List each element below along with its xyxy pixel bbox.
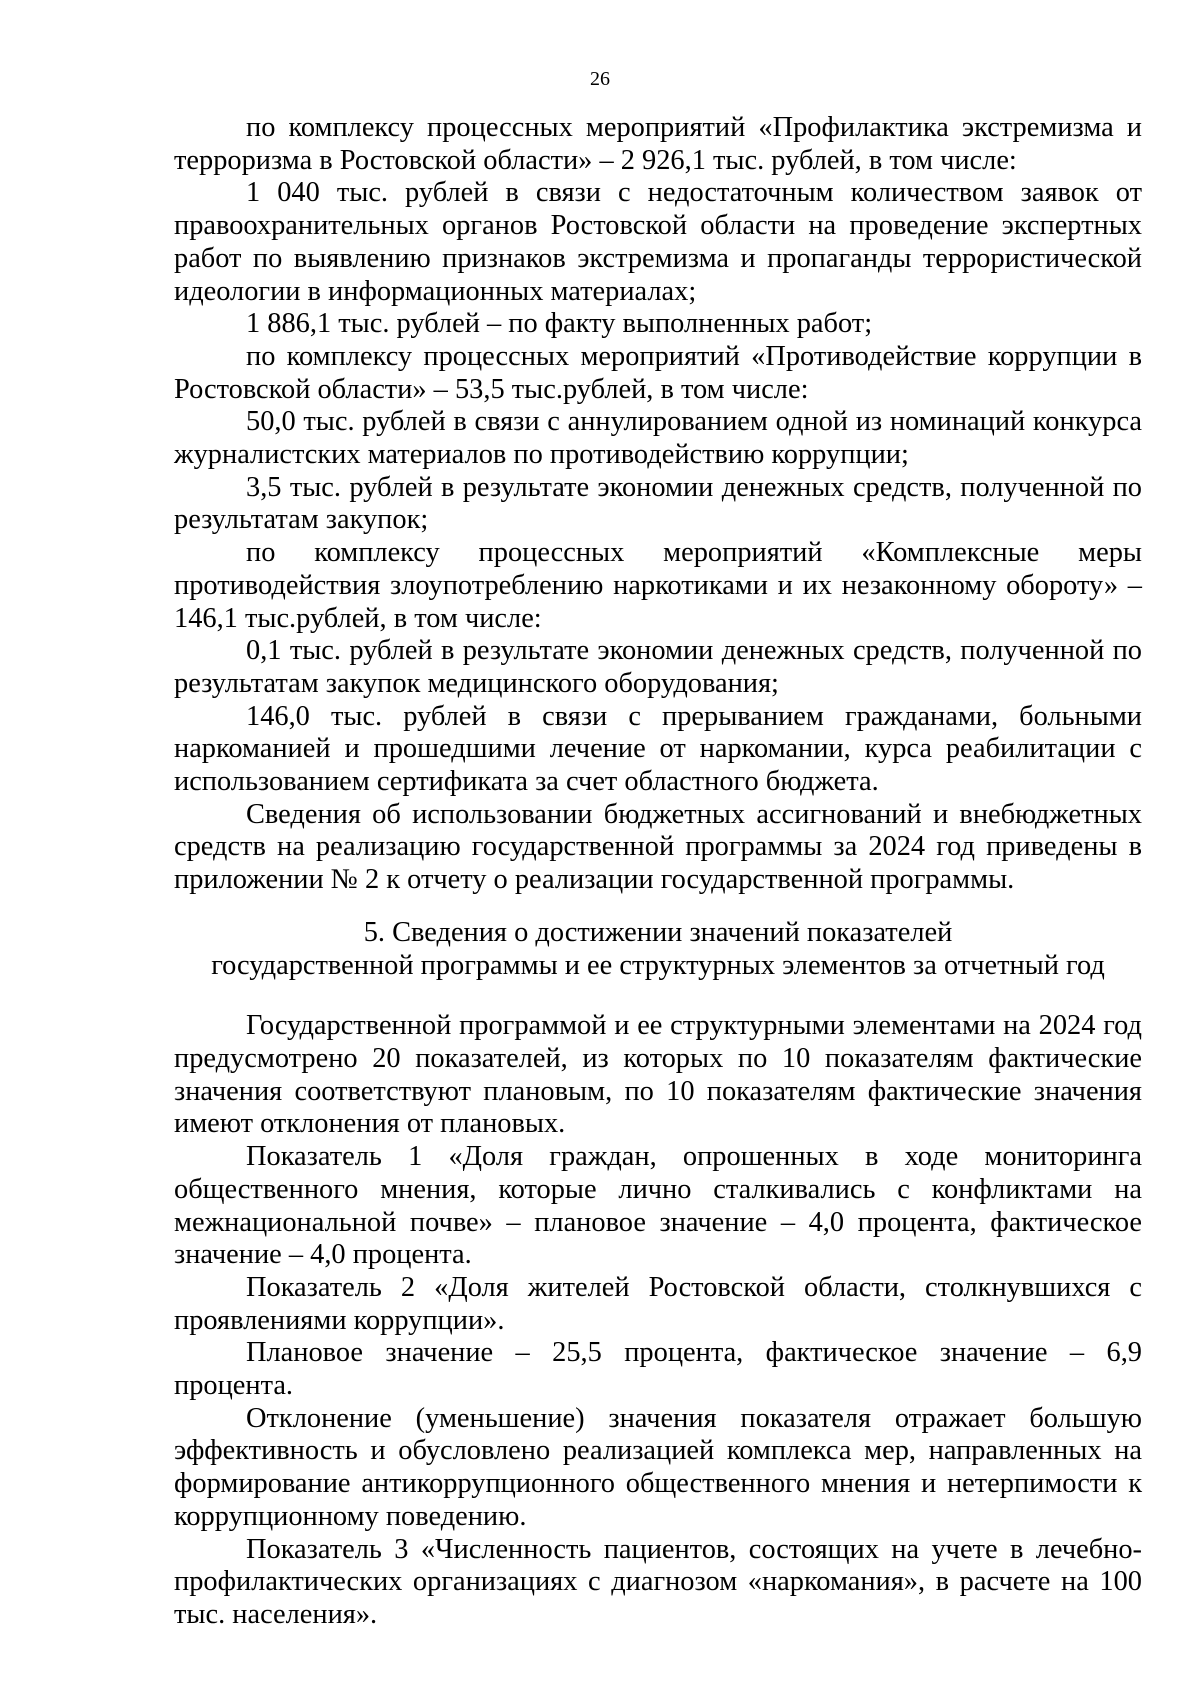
page-number: 26 [590, 68, 610, 90]
section-heading [174, 917, 1142, 982]
paragraph: 0,1 тыс. рублей в результате экономии денежных средств, полученной по результатам закупок медицинского оборудования; [174, 635, 1142, 699]
paragraph: 50,0 тыс. рублей в связи с аннулированием одной из номинаций конкурса журналистских материалов по противодействию коррупции; [174, 406, 1142, 471]
paragraph: Показатель 2 «Доля жителей Ростовской области, столкнувшихся с проявлениями коррупции». [174, 1271, 1142, 1336]
paragraph: Отклонение (уменьшение) значения показателя отражает большую эффективность и обусловлено реализацией комплекса мер, направленных на формирование антикоррупционного общественного мнения и нетерпимости к коррупционному поведению. [174, 1402, 1142, 1532]
paragraph: Показатель 1 «Доля граждан, опрошенных в ходе мониторинга общественного мнения, которые лично сталкивались с конфликтами на межнациональной почве» – плановое значение – 4,0 процента, фактическое значение – 4,0 процента. [174, 1141, 1142, 1271]
paragraph: Показатель 3 «Численность пациентов, состоящих на учете в лечебно-профилактических организациях с диагнозом «наркомания», в расчете на 100 тыс. населения». [174, 1533, 1142, 1630]
paragraph: 1 886,1 тыс. рублей – по факту выполненных работ; [246, 308, 873, 340]
paragraph: 1 040 тыс. рублей в связи с недостаточным количеством заявок от правоохранительных органов Ростовской области на проведение экспертных работ по выявлению признаков экстремизма и пропаганды террористической идеологии в информационных материалах; [174, 177, 1142, 307]
paragraph: 146,0 тыс. рублей в связи с прерыванием гражданами, больными наркоманией и прошедшими лечение от наркомании, курса реабилитации с использованием сертификата за счет областного бюджета. [174, 700, 1142, 798]
section-heading-line: 5. Сведения о достижении значений показателей [363, 916, 953, 948]
paragraph: Государственной программой и ее структурными элементами на 2024 год предусмотрено 20 показателей, из которых по 10 показателям фактические значения соответствуют плановым, по 10 показателям фактические значения имеют отклонения от плановых. [174, 1010, 1142, 1140]
paragraph: по комплексу процессных мероприятий «Противодействие коррупции в Ростовской области» – 53,5 тыс.рублей, в том числе: [174, 340, 1142, 405]
paragraph: Плановое значение – 25,5 процента, фактическое значение – 6,9 процента. [174, 1337, 1142, 1402]
section-heading-line: государственной программы и ее структурных элементов за отчетный год [211, 949, 1105, 981]
paragraph: по комплексу процессных мероприятий «Комплексные меры противодействия злоупотреблению наркотиками и их незаконному обороту» – 146,1 тыс.рублей, в том числе: [174, 537, 1142, 634]
paragraph: Сведения об использовании бюджетных ассигнований и внебюджетных средств на реализацию государственной программы за 2024 год приведены в приложении № 2 к отчету о реализации государственной программы. [174, 798, 1142, 896]
paragraph: 3,5 тыс. рублей в результате экономии денежных средств, полученной по результатам закупок; [174, 471, 1142, 536]
document-body [174, 112, 1142, 1632]
paragraph: по комплексу процессных мероприятий «Профилактика экстремизма и терроризма в Ростовской области» – 2 926,1 тыс. рублей, в том числе: [174, 112, 1142, 176]
